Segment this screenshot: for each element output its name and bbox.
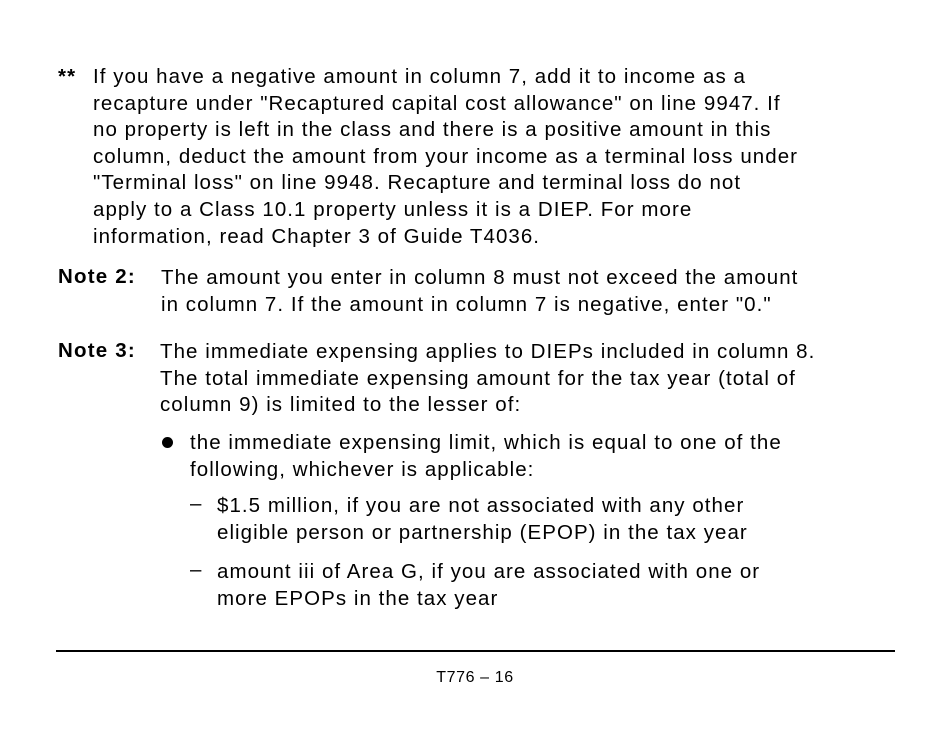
footnote-marker: ** [58,65,77,88]
dash-icon: – [190,492,202,515]
dash-icon: – [190,558,202,581]
bullet-line: the immediate expensing limit, which is equal to one of the [190,431,782,454]
bullet-icon [162,437,173,448]
footnote-line: apply to a Class 10.1 property unless it is a DIEP. For more [93,197,693,221]
footnote-line: information, read Chapter 3 of Guide T4036. [93,224,541,248]
footnote-line: "Terminal loss" on line 9948. Recapture and terminal loss do not [93,171,742,195]
footer-divider [56,650,895,652]
footnote-line: recapture under "Recaptured capital cost allowance" on line 9947. If [93,91,781,115]
note3-line: column 9) is limited to the lesser of: [160,393,522,417]
page-number: T776 – 16 [436,669,514,686]
bullet-line: following, whichever is applicable: [190,457,535,481]
note3-label: Note 3: [58,339,136,362]
note2-line: in column 7. If the amount in column 7 is negative, enter "0." [161,292,772,316]
subitem-line: more EPOPs in the tax year [217,586,499,610]
note3-line: The total immediate expensing amount for the tax year (total of [160,366,796,390]
note2-label: Note 2: [58,265,136,288]
note3-line: The immediate expensing applies to DIEPs included in column 8. [160,340,816,363]
subitem-text [217,559,760,612]
subitem-line: amount iii of Area G, if you are associated with one or [217,560,761,583]
note2-line: The amount you enter in column 8 must not exceed the amount [161,266,799,289]
footnote-line: column, deduct the amount from your income as a terminal loss under [93,144,799,168]
subitem-line: $1.5 million, if you are not associated with any other [217,494,745,517]
bullet-text [190,430,782,483]
footnote-line: If you have a negative amount in column 7, add it to income as a [93,65,746,88]
note3-text [160,339,815,419]
footnote-text [93,64,798,250]
subitem-line: eligible person or partnership (EPOP) in the tax year [217,520,748,544]
subitem-text [217,493,748,546]
footnote-line: no property is left in the class and there is a positive amount in this [93,118,772,142]
note2-text [161,265,798,318]
